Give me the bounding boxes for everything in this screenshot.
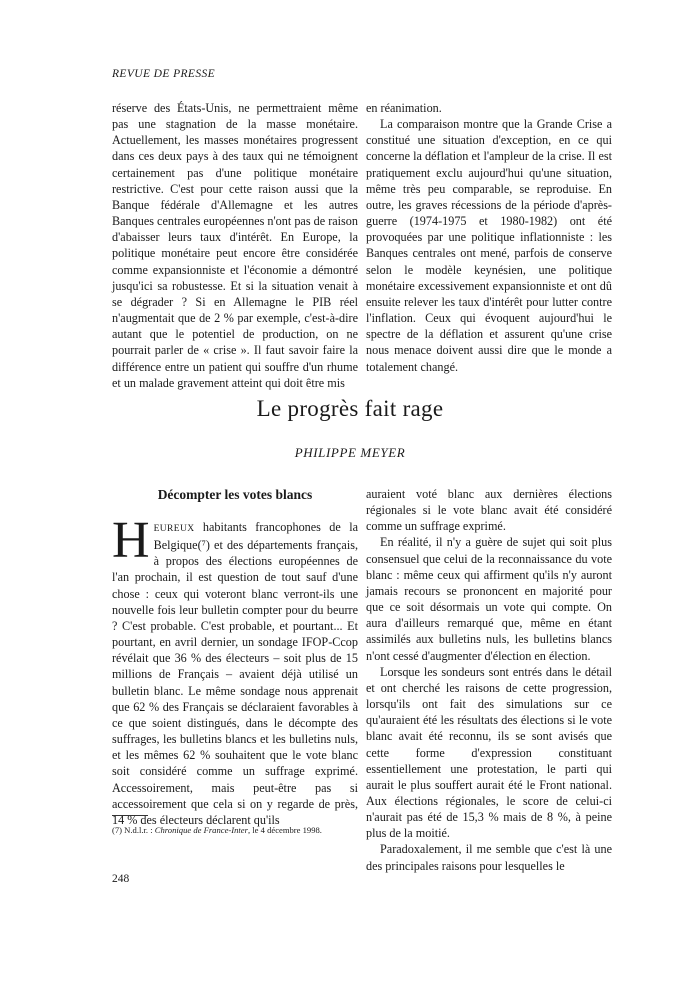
footnote-rest: , le 4 décembre 1998. <box>247 825 322 835</box>
paragraph: réserve des États-Unis, ne permettraient même pas une stagnation de la masse monétaire. Actuellement, les masses monétaires progressent dans ces deux pays à des taux qui ne témoignent certainement pas d'une politique monétaire restrictive. C'est pour cette raison aussi que la Banque fédérale d'Allemagne et les autres Banques centrales européennes n'ont pas de raison d'abaisser leurs taux d'intérêt. En Europe, la politique monétaire peut encore être considérée comme expansionniste et l'économie a démontré jusqu'ici sa robustesse. Et si la situation venait à se dégrader ? Si en Allemagne le PIB réel n'augmentait que de 2 % par exemple, c'est-à-dire autant que le potentiel de production, on ne pourrait parler de « crise ». Il faut savoir faire la différence entre un patient qui souffre d'un rhume et un malade gravement atteint qui doit être mis <box>112 101 358 390</box>
article-left-column <box>112 512 358 828</box>
first-paragraph <box>112 512 358 828</box>
section-heading: Décompter les votes blancs <box>157 487 313 502</box>
footnote-rule <box>112 815 148 816</box>
article-title: Le progrès fait rage <box>256 396 444 421</box>
footnote-source: Chronique de France-Inter <box>154 825 248 835</box>
footnote <box>112 825 322 835</box>
paragraph: Lorsque les sondeurs sont entrés dans le détail et ont cherché les raisons de cette progression, lorsqu'ils ont fait des simulations sur ce qu'auraient été les résultats des élections si le vote blanc avait été reconnu, ils se sont avisés que cette forme d'expression constituant essentiellement une protestation, le parti qui aurait le plus souffert aurait été le Front national. Aux élections régionales, le score de celui-ci n'aurait pas été de 15,3 % mais de 8 %, à peine plus de la moitié. <box>366 664 612 841</box>
lead-smallcaps: EUREUX <box>153 524 195 534</box>
paragraph: auraient voté blanc aux dernières élections régionales si le vote blanc avait été considéré comme un suffrage exprimé. <box>366 487 612 534</box>
drop-cap: H <box>112 512 150 569</box>
top-right-column <box>366 100 612 375</box>
paragraph: La comparaison montre que la Grande Crise a constitué une situation d'exception, en ce qui concerne la déflation et l'ampleur de la crise. Il est pratiquement exclu aujourd'hui qu'une situation, même très peu comparable, se reproduise. En outre, les graves récessions de la période d'après-guerre (1974-1975 et 1980-1982) ont été provoquées par une politique inflationniste : les Banques centrales ont mené, parfois de conserve selon le modèle keynésien, une politique monétaire excessivement expansionniste et ont dû ensuite relever les taux d'intérêt pour lutter contre l'inflation. Ceux qui évoquent aujourd'hui le spectre de la déflation et assurent qu'une crise nous menace doivent aussi dire que le monde a totalement changé. <box>366 117 612 374</box>
page-number: 248 <box>112 873 130 885</box>
running-header: REVUE DE PRESSE <box>112 68 216 80</box>
article-right-column <box>366 486 612 874</box>
article-author: PHILIPPE MEYER <box>294 445 406 460</box>
top-left-column <box>112 100 358 391</box>
paragraph: Paradoxalement, il me semble que c'est là une des principales raisons pour lesquelles le <box>366 842 612 873</box>
paragraph: en réanimation. <box>366 101 442 115</box>
paragraph: En réalité, il n'y a guère de sujet qui soit plus consensuel que celui de la reconnaissance du vote blanc : même ceux qui affirment qu'ils n'y auront jamais recours se prononcent en majorité pour que ce soit désormais un vote qui compte. On aura d'ailleurs remarqué que, même en étant assimilés aux bulletins nuls, les bulletins blancs n'ont cessé d'augmenter d'élection en élection. <box>366 535 612 663</box>
first-paragraph-text: habitants francophones de la Belgique(⁷) et des départements français, à propos des élections européennes de l'an prochain, il est question de tout sauf d'une chose : ceux qui voteront blanc verront-ils une nouvelle fois leur bulletin compter pour du beurre ? C'est probable. C'est probable, et pourtant... Et pourtant, en avril dernier, un sondage IFOP-Ccop révélait que 36 % des électeurs – soit plus de 15 millions de Français – avaient déjà utilisé un bulletin blanc. Le même sondage nous apprenait que 62 % des Français se déclaraient favorables à ce que soient distingués, dans le décompte des suffrages, les bulletins blancs et les bulletins nuls, et les mêmes 62 % souhaitent que le vote blanc soit considéré comme un suffrage exprimé. Accessoirement, mais peut-être pas si accessoirement que cela si on y regarde de près, 14 % des électeurs déclarent qu'ils <box>112 520 358 827</box>
footnote-marker: (7) N.d.l.r. : <box>112 825 155 835</box>
